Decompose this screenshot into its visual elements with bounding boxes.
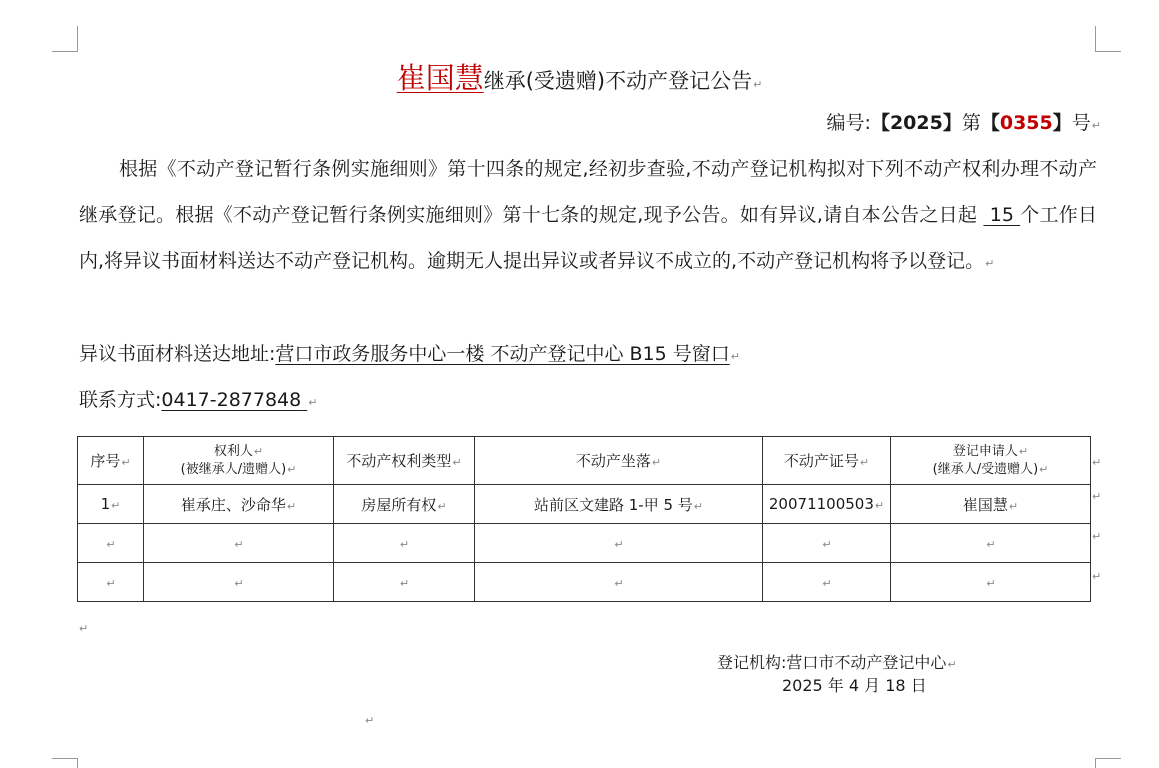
cell-cert: ↵ [763, 563, 891, 602]
paragraph-mark-icon: ↵ [753, 78, 763, 91]
row-end-mark-icon: ↵ [1092, 490, 1102, 503]
authority-text: 登记机构:营口市不动产登记中心 [717, 653, 947, 672]
row-end-mark-icon: ↵ [1092, 570, 1102, 583]
paragraph-mark-icon: ↵ [79, 622, 89, 635]
cell-seq: ↵ [78, 563, 144, 602]
cell-seq: ↵ [78, 524, 144, 563]
cell-holder: 崔承庄、沙命华↵ [144, 485, 334, 524]
contact-label: 联系方式: [79, 389, 162, 411]
title-text: 继承(受遗赠)不动产登记公告 [483, 69, 753, 93]
body-text-a: 根据《不动产登记暂行条例实施细则》第十四条的规定,经初步查验,不动产登记机构拟对下列不动产权利办理不动产继承登记。根据《不动产登记暂行条例实施细则》第十七条的规定,现予公告。如有异议,请自本公告之日起 [79, 158, 1097, 226]
cell-applicant: ↵ [891, 524, 1091, 563]
notice-number [827, 108, 1101, 135]
registration-authority [717, 650, 957, 673]
cell-seq: 1↵ [78, 485, 144, 524]
notice-body [79, 146, 1097, 287]
cell-holder: ↵ [144, 563, 334, 602]
cell-type: 房屋所有权↵ [334, 485, 475, 524]
contact-value [161, 389, 307, 411]
header-location: 不动产坐落↵ [475, 437, 763, 485]
number-suffix: 号 [1071, 112, 1091, 134]
row-end-mark-icon: ↵ [1092, 530, 1102, 543]
cell-type: ↵ [334, 563, 475, 602]
title-name: 崔国慧 [396, 61, 484, 95]
crop-mark-top-left [52, 26, 78, 52]
number-prefix: 编号: [826, 112, 871, 134]
cell-location: ↵ [475, 563, 763, 602]
objection-days [983, 204, 1020, 226]
header-seq: 序号↵ [78, 437, 144, 485]
paragraph-mark-icon: ↵ [985, 257, 995, 270]
cell-holder: ↵ [144, 524, 334, 563]
property-table [77, 436, 1091, 602]
objection-days-value: 15 [989, 204, 1014, 226]
number-mid: 第 [961, 112, 981, 134]
paragraph-mark-icon: ↵ [365, 714, 375, 727]
contact-phone: 0417-2877848 [161, 389, 302, 411]
paragraph-mark-icon: ↵ [308, 396, 318, 409]
header-type: 不动产权利类型↵ [334, 437, 475, 485]
number-year: 【2025】 [870, 112, 962, 134]
header-applicant: 登记申请人↵ (继承人/受遗赠人)↵ [891, 437, 1091, 485]
cell-location: 站前区文建路 1-甲 5 号↵ [475, 485, 763, 524]
address-value: 营口市政务服务中心一楼 不动产登记中心 B15 号窗口 [275, 343, 730, 365]
number-close-bracket: 】 [1052, 112, 1072, 134]
header-holder: 权利人↵ (被继承人/遗赠人)↵ [144, 437, 334, 485]
document-title [0, 56, 1159, 97]
table-row [78, 524, 1091, 563]
cell-applicant: ↵ [891, 563, 1091, 602]
cell-cert: ↵ [763, 524, 891, 563]
body-text-b: 个工作日内,将异议书面材料送达不动产登记机构。逾期无人提出异议或者异议不成立的,不动产登记机构将予以登记。 [79, 204, 1097, 272]
cell-location: ↵ [475, 524, 763, 563]
table-row [78, 563, 1091, 602]
cell-cert: 20071100503↵ [763, 485, 891, 524]
number-value: 0355 [999, 112, 1053, 134]
contact-info [79, 385, 318, 412]
number-open-bracket: 【 [980, 112, 1000, 134]
objection-address [79, 339, 740, 366]
notice-date: 2025 年 4 月 18 日 [782, 676, 927, 695]
row-end-mark-icon: ↵ [1092, 456, 1102, 469]
table-header-row [78, 437, 1091, 485]
paragraph-mark-icon: ↵ [1091, 119, 1101, 132]
table-row [78, 485, 1091, 524]
crop-mark-top-right [1095, 26, 1121, 52]
address-label: 异议书面材料送达地址: [79, 343, 276, 365]
paragraph-mark-icon: ↵ [947, 658, 957, 671]
header-cert: 不动产证号↵ [763, 437, 891, 485]
cell-type: ↵ [334, 524, 475, 563]
cell-applicant: 崔国慧↵ [891, 485, 1091, 524]
paragraph-mark-icon: ↵ [730, 350, 740, 363]
